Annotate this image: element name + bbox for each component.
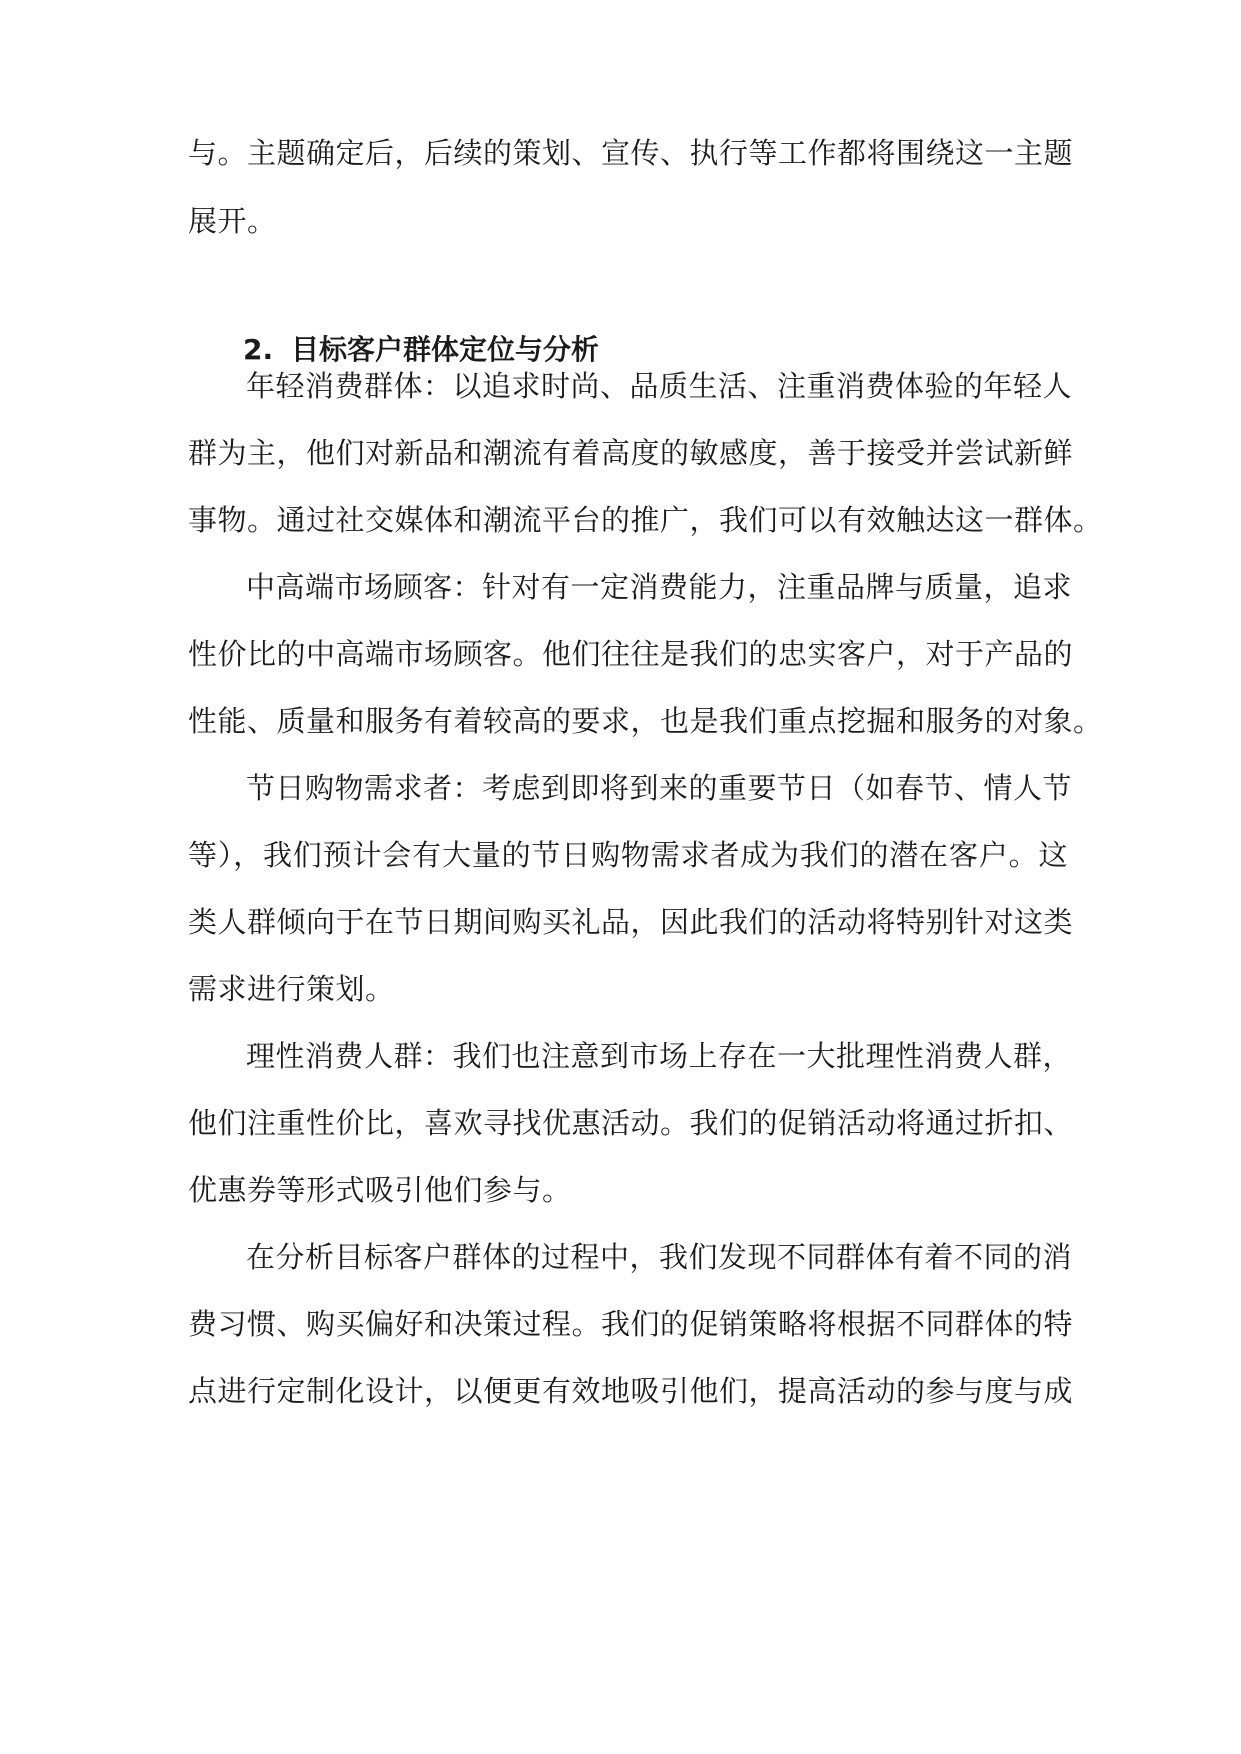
section-title: 目标客户群体定位与分析 [291,333,600,366]
paragraph-line: 群为主，他们对新品和潮流有着高度的敏感度，善于接受并尝试新鲜 [188,436,1074,470]
text-line: 与。主题确定后，后续的策划、宣传、执行等工作都将围绕这一主题 [188,136,1074,170]
section-number: 2. [243,333,274,366]
paragraph-line: 年轻消费群体：以追求时尚、品质生活、注重消费体验的年轻人 [246,369,1073,403]
paragraph-line: 需求进行策划。 [188,972,395,1006]
paragraph-line: 理性消费人群：我们也注意到市场上存在一大批理性消费人群， [246,1039,1073,1073]
paragraph-line: 类人群倾向于在节日期间购买礼品，因此我们的活动将特别针对这类 [188,905,1074,939]
text-line: 展开。 [188,204,277,238]
paragraph-line: 费习惯、购买偏好和决策过程。我们的促销策略将根据不同群体的特 [188,1307,1074,1341]
paragraph-line: 他们注重性价比，喜欢寻找优惠活动。我们的促销活动将通过折扣、 [188,1106,1074,1140]
paragraph-line: 事物。通过社交媒体和潮流平台的推广，我们可以有效触达这一群体。 [188,503,1103,537]
section-heading [243,330,599,370]
paragraph-line: 优惠券等形式吸引他们参与。 [188,1173,572,1207]
paragraph-line: 节日购物需求者：考虑到即将到来的重要节日（如春节、情人节 [246,771,1073,805]
paragraph-line: 性能、质量和服务有着较高的要求，也是我们重点挖掘和服务的对象。 [188,704,1103,738]
paragraph-line: 点进行定制化设计，以便更有效地吸引他们，提高活动的参与度与成 [188,1374,1074,1408]
paragraph-line: 性价比的中高端市场顾客。他们往往是我们的忠实客户，对于产品的 [188,637,1074,671]
paragraph-line: 在分析目标客户群体的过程中，我们发现不同群体有着不同的消 [246,1240,1073,1274]
paragraph-line: 等），我们预计会有大量的节日购物需求者成为我们的潜在客户。这 [188,838,1068,872]
paragraph-line: 中高端市场顾客：针对有一定消费能力，注重品牌与质量，追求 [246,570,1073,604]
